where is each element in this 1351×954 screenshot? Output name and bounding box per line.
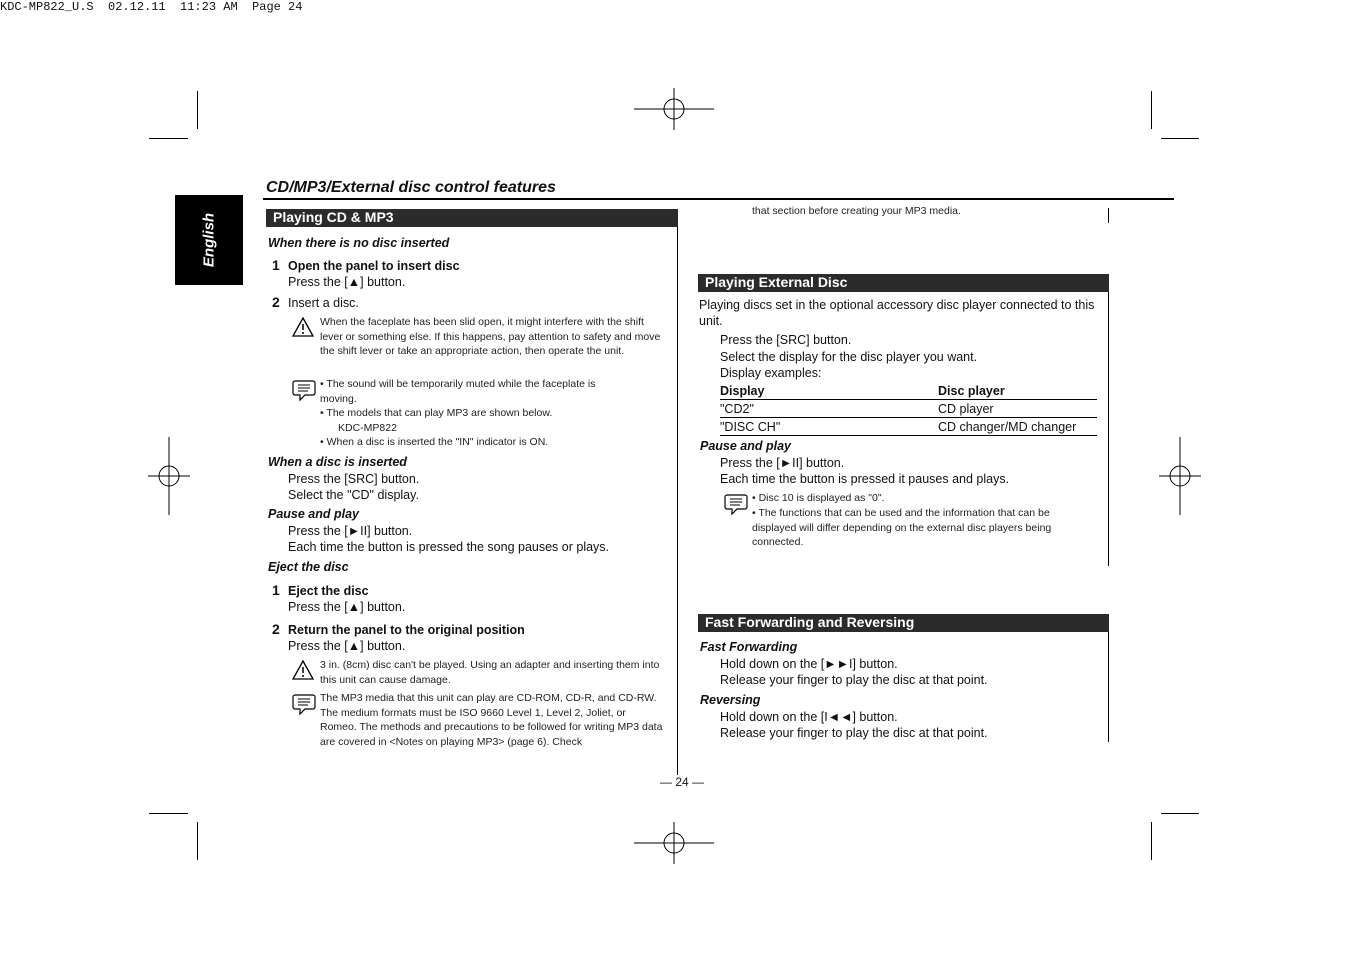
crop-mark — [197, 91, 198, 129]
note-item: • The models that can play MP3 are shown below. — [320, 407, 553, 419]
crop-mark — [1151, 822, 1152, 860]
crop-mark — [149, 813, 188, 814]
note-item: • The sound will be temporarily muted while the faceplate is moving. — [320, 378, 596, 405]
continued-text: that section before creating your MP3 media. — [752, 205, 961, 217]
subheading: When there is no disc inserted — [268, 236, 450, 250]
step-number: 1 — [272, 582, 280, 598]
step-text: Press the [▲] button. — [288, 639, 406, 653]
step-text: Press the [▲] button. — [288, 600, 406, 614]
note-icon — [291, 378, 317, 402]
warning-icon — [291, 316, 315, 338]
intro-text: Playing discs set in the optional accessory disc player connected to this unit. — [699, 298, 1095, 328]
crop-mark — [1151, 91, 1152, 129]
column-divider — [677, 210, 678, 775]
registration-mark-icon — [148, 437, 190, 515]
page-number: — 24 — — [660, 775, 705, 789]
language-tab — [175, 195, 243, 285]
column-divider — [1108, 630, 1109, 742]
step-title: Open the panel to insert disc — [288, 259, 460, 273]
crop-mark — [1161, 813, 1199, 814]
print-header: KDC-MP822_U.S 02.12.11 11:23 AM Page 24 — [0, 0, 303, 14]
subheading: Pause and play — [700, 439, 792, 453]
section-bar: Playing CD & MP3 — [266, 209, 678, 227]
body-text: Select the display for the disc player you want. — [720, 350, 978, 364]
table-header: Display — [720, 383, 765, 398]
subheading: Eject the disc — [268, 560, 349, 574]
subheading: Reversing — [700, 693, 761, 707]
body-text: Press the [►II] button. — [720, 456, 845, 470]
step-number: 1 — [272, 257, 280, 273]
column-divider — [1108, 290, 1109, 566]
step-number: 2 — [272, 294, 280, 310]
body-text: Select the "CD" display. — [288, 488, 419, 502]
title-rule — [263, 198, 1174, 200]
registration-mark-icon — [634, 822, 714, 864]
body-text: Press the [SRC] button. — [288, 472, 420, 486]
body-text: Release your finger to play the disc at that point. — [720, 726, 988, 740]
warning-text: When the faceplate has been slid open, it might interfere with the shift lever or something else. If this happens, pay attention to safety and move the shift lever or take an appropriate action, then operate the unit. — [320, 316, 661, 357]
note-item: • The functions that can be used and the information that can be displayed will differ depending on the external disc players being connected. — [752, 507, 1052, 548]
column-divider — [1108, 208, 1109, 223]
subheading: When a disc is inserted — [268, 455, 407, 469]
crop-mark — [197, 822, 198, 860]
registration-mark-icon — [1159, 437, 1201, 515]
section-bar: Fast Forwarding and Reversing — [698, 614, 1109, 632]
step-title: Return the panel to the original position — [288, 623, 525, 637]
warning-icon — [291, 659, 315, 681]
warning-text: 3 in. (8cm) disc can't be played. Using an adapter and inserting them into this unit can cause damage. — [320, 659, 660, 686]
table-row — [720, 400, 1097, 418]
section-bar: Playing External Disc — [698, 274, 1109, 292]
body-text: Hold down on the [I◄◄] button. — [720, 710, 898, 724]
body-text: Press the [►II] button. — [288, 524, 413, 538]
subheading: Fast Forwarding — [700, 640, 798, 654]
step-title: Eject the disc — [288, 584, 369, 598]
body-text: Each time the button is pressed the song pauses or plays. — [288, 540, 610, 554]
note-text: The MP3 media that this unit can play are CD-ROM, CD-R, and CD-RW. The medium formats must be ISO 9660 Level 1, Level 2, Joliet, or Romeo. The methods and precautions to be followed for writing MP3 data are covered in <Notes on playing MP3> (page 6). Check — [320, 692, 663, 748]
language-tab-label: English — [200, 212, 218, 268]
step-text: Press the [▲] button. — [288, 275, 406, 289]
table-cell: CD player — [938, 401, 994, 416]
note-item: • Disc 10 is displayed as "0". — [752, 492, 885, 504]
subheading: Pause and play — [268, 507, 360, 521]
crop-mark — [149, 138, 188, 139]
page-title: CD/MP3/External disc control features — [266, 179, 556, 196]
registration-mark-icon — [634, 88, 714, 130]
note-icon — [723, 492, 749, 516]
note-item: KDC-MP822 — [338, 422, 397, 434]
table-row — [720, 418, 1097, 436]
body-text: Hold down on the [►►I] button. — [720, 657, 898, 671]
note-item: • When a disc is inserted the "IN" indicator is ON. — [320, 436, 549, 448]
step-text: Insert a disc. — [288, 296, 359, 310]
display-table — [720, 382, 1097, 436]
note-icon — [291, 692, 317, 716]
body-text: Release your finger to play the disc at that point. — [720, 673, 988, 687]
table-cell: "DISC CH" — [720, 419, 781, 434]
table-cell: CD changer/MD changer — [938, 419, 1077, 434]
body-text: Press the [SRC] button. — [720, 333, 852, 347]
body-text: Each time the button is pressed it pauses and plays. — [720, 472, 1010, 486]
table-cell: "CD2" — [720, 401, 754, 416]
step-number: 2 — [272, 621, 280, 637]
crop-mark — [1161, 138, 1199, 139]
table-header: Disc player — [938, 383, 1005, 398]
body-text: Display examples: — [720, 366, 822, 380]
